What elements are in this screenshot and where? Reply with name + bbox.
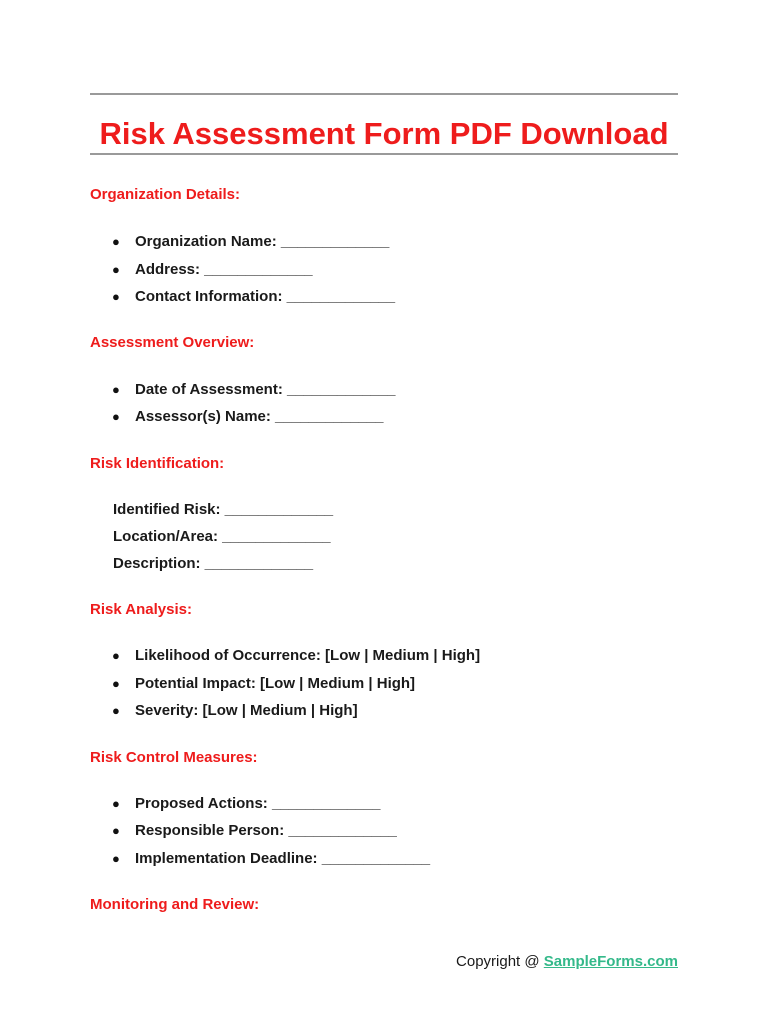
field-likelihood-of-occurrence: ● Likelihood of Occurrence: [Low | Medium | High] [113,646,480,666]
field-description: Description: _____________ [113,555,314,572]
field-address: ● Address: _____________ [113,260,313,280]
sampleforms-link[interactable]: SampleForms.com [543,953,678,970]
field-responsible-person: ● Responsible Person: _____________ [113,821,397,841]
copyright-footer [456,952,678,972]
top-divider [90,93,678,95]
field-assessor-name: ● Assessor(s) Name: _____________ [113,407,384,427]
section-heading-assessment-overview: Assessment Overview: [90,334,255,351]
field-organization-name: ● Organization Name: _____________ [113,232,389,252]
section-heading-risk-analysis: Risk Analysis: [90,601,192,618]
page-title: Risk Assessment Form PDF Download [99,116,669,151]
copyright-text: Copyright @ [456,953,544,970]
section-heading-monitoring-and-review: Monitoring and Review: [90,896,260,913]
field-contact-information: ● Contact Information: _____________ [113,287,395,307]
field-implementation-deadline: ● Implementation Deadline: _____________ [113,849,430,869]
section-heading-risk-identification: Risk Identification: [90,455,225,472]
field-date-of-assessment: ● Date of Assessment: _____________ [113,380,395,400]
field-identified-risk: Identified Risk: _____________ [113,501,334,518]
section-heading-risk-control-measures: Risk Control Measures: [90,749,258,766]
field-location-area: Location/Area: _____________ [113,528,331,545]
field-proposed-actions: ● Proposed Actions: _____________ [113,794,380,814]
title-underline [90,153,678,155]
field-potential-impact: ● Potential Impact: [Low | Medium | High] [113,674,415,694]
section-heading-organization-details: Organization Details: [90,186,241,203]
field-severity: ● Severity: [Low | Medium | High] [113,701,358,721]
